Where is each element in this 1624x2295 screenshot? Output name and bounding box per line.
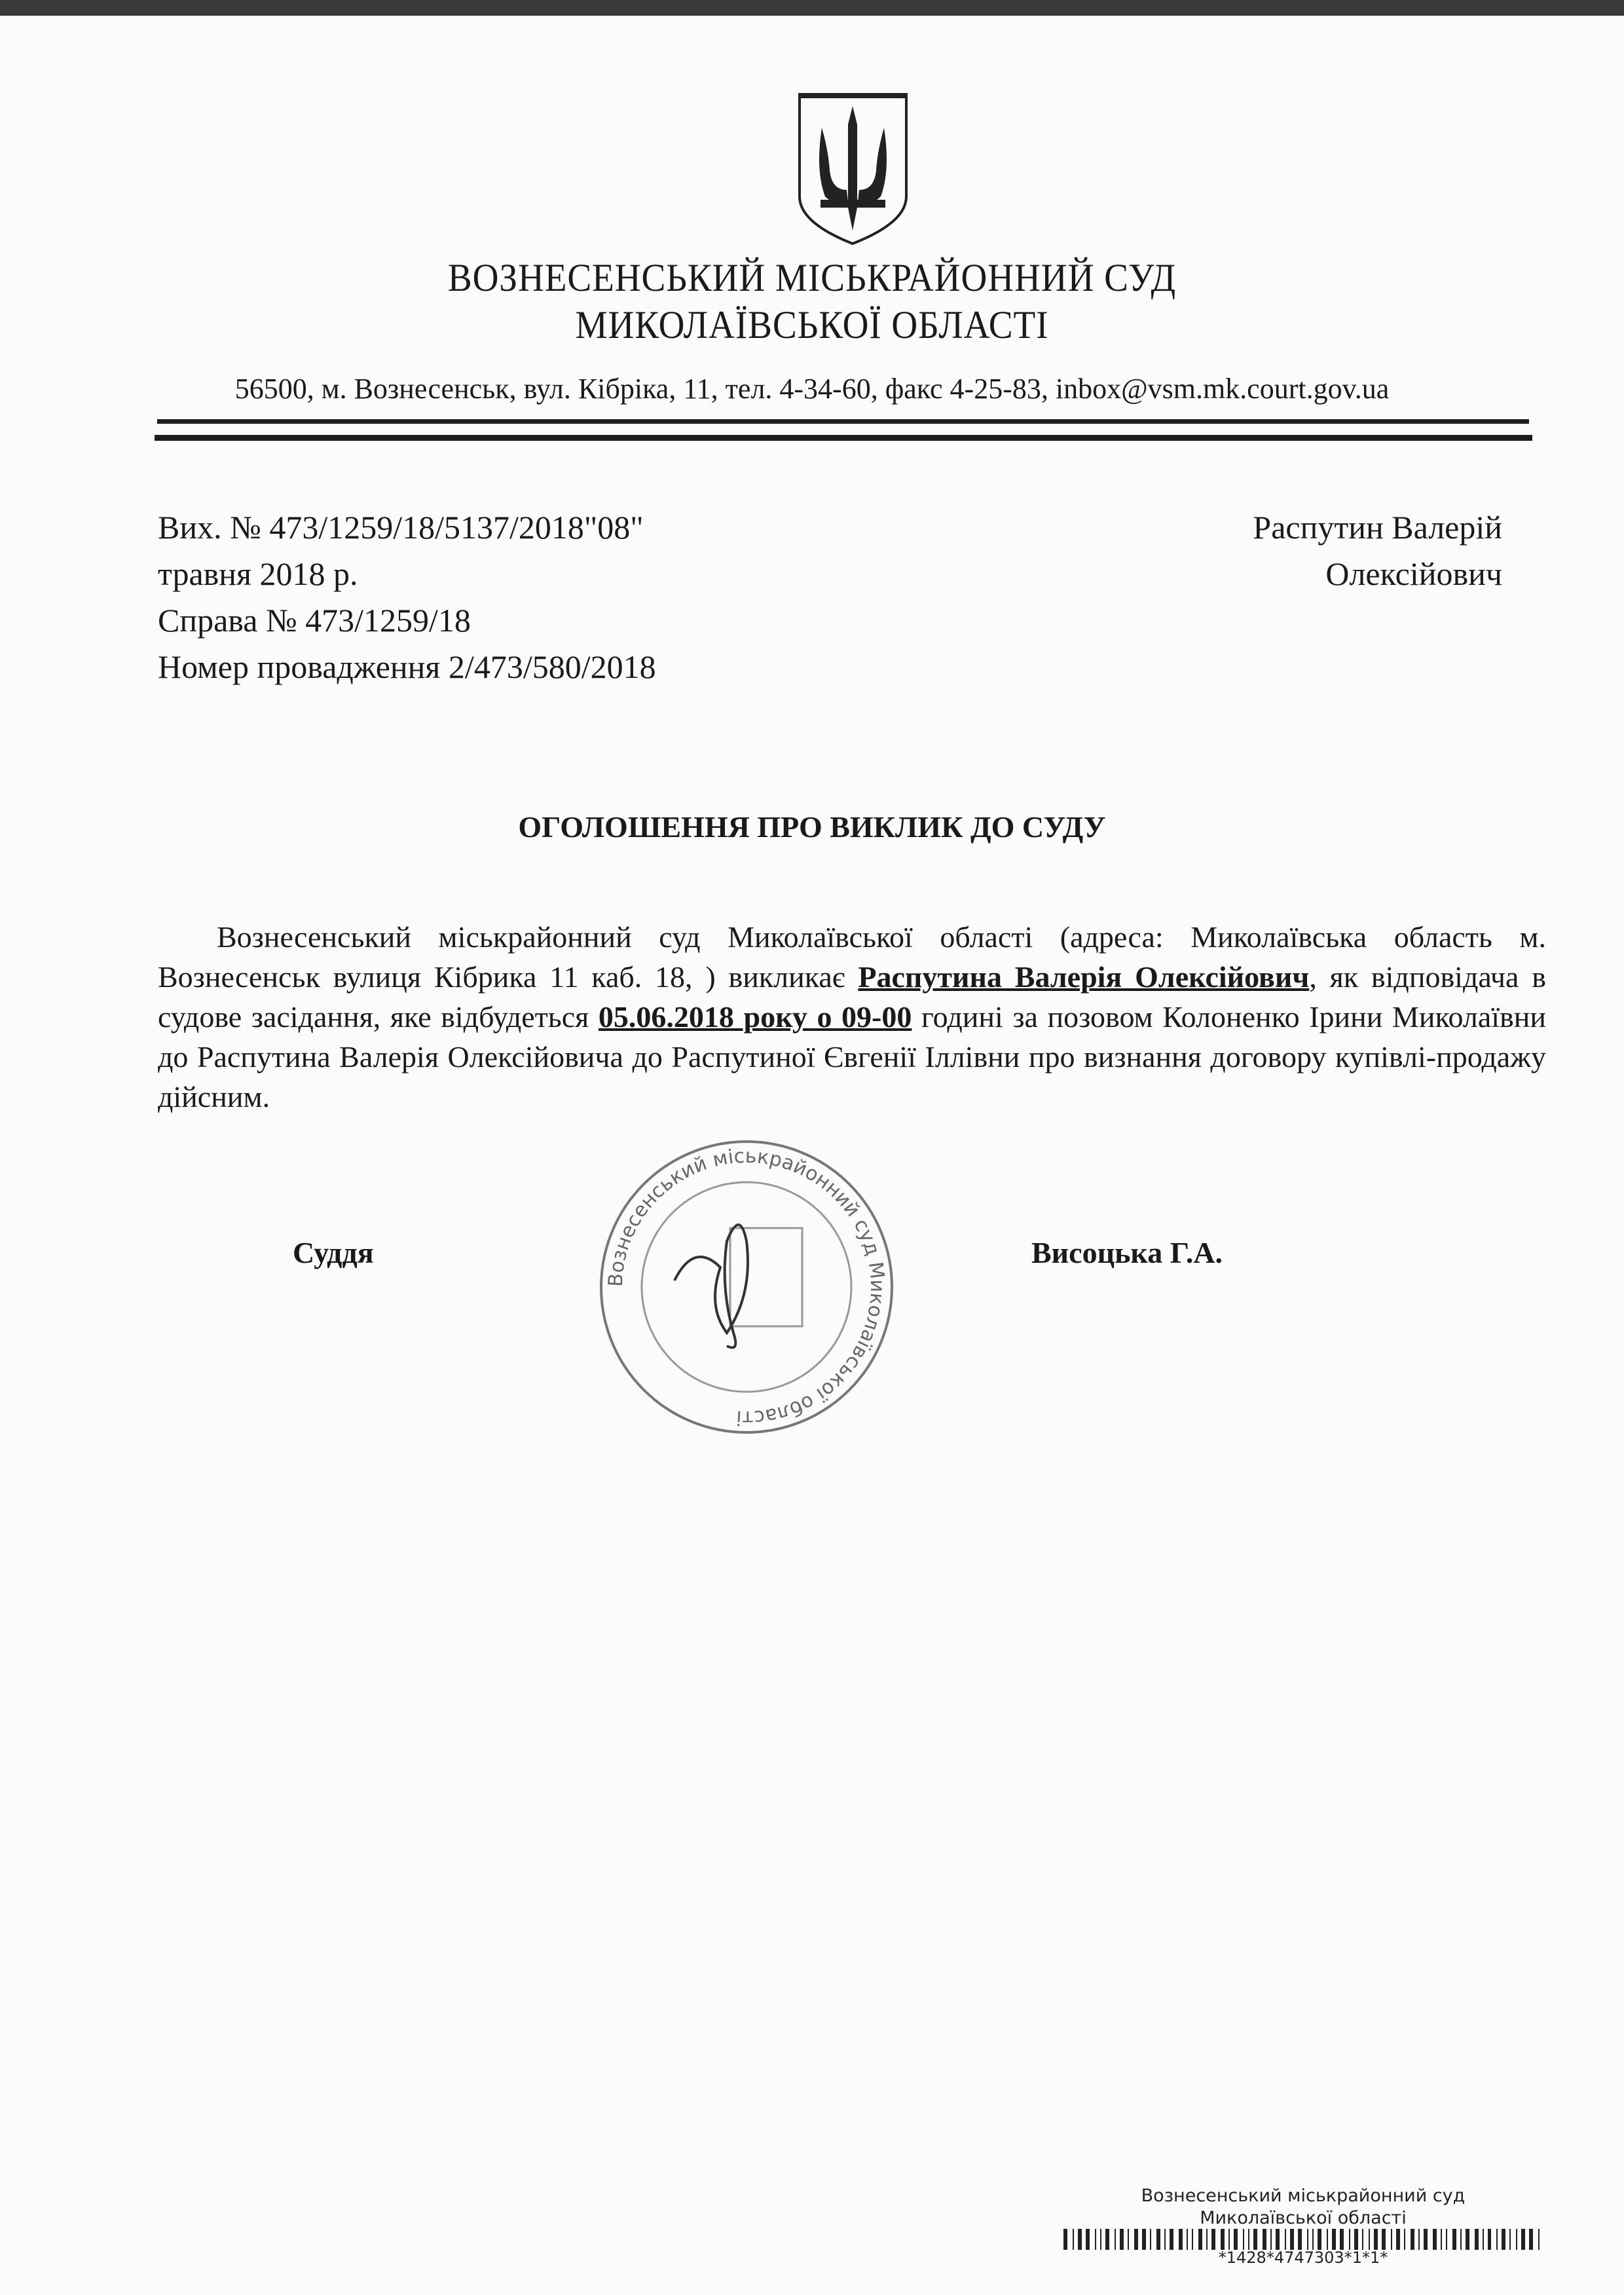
barcode-bar <box>1179 2229 1183 2250</box>
barcode-bar <box>1441 2229 1442 2250</box>
barcode-bar <box>1446 2229 1447 2250</box>
barcode-bar <box>1318 2229 1321 2250</box>
court-address: 56500, м. Вознесенськ, вул. Кібріка, 11, тел. 4-34-60, факс 4-25-83, inbox@vsm.mk.court.gov.ua <box>234 373 1390 405</box>
barcode <box>1063 2229 1543 2250</box>
barcode-bar <box>1263 2229 1266 2250</box>
barcode-bar <box>1170 2229 1173 2250</box>
signature-name: Висоцька Г.А. <box>1031 1236 1223 1269</box>
barcode-bar <box>1340 2229 1344 2250</box>
recipient-line1: Распутин Валерій <box>1253 509 1502 546</box>
barcode-bar <box>1327 2229 1328 2250</box>
barcode-bar <box>1192 2229 1193 2250</box>
court-name-line2: МИКОЛАЇВСЬКОЇ ОБЛАСТІ <box>575 303 1049 346</box>
barcode-bar <box>1120 2229 1124 2250</box>
barcode-bar <box>1156 2229 1160 2250</box>
document-title: ОГОЛОШЕННЯ ПРО ВИКЛИК ДО СУДУ <box>518 810 1106 844</box>
barcode-bar <box>1221 2229 1225 2250</box>
barcode-bar <box>1521 2229 1525 2250</box>
barcode-bar <box>1538 2229 1540 2250</box>
barcode-bar <box>1234 2229 1238 2250</box>
barcode-bar <box>1460 2229 1462 2250</box>
footer-line2: Миколаївської області <box>1200 2208 1407 2228</box>
barcode-bar <box>1374 2229 1378 2250</box>
barcode-bar <box>1312 2229 1314 2250</box>
barcode-bar <box>1100 2229 1101 2250</box>
outgoing-number: Вих. № 473/1259/18/5137/2018"08" <box>158 509 644 546</box>
hearing-datetime: 05.06.2018 року о 09-00 <box>598 1000 912 1034</box>
barcode-bar <box>1150 2229 1151 2250</box>
court-seal-stamp <box>596 1136 897 1438</box>
barcode-bar <box>1128 2229 1129 2250</box>
ukraine-trident-emblem-icon <box>796 92 910 246</box>
barcode-bar <box>1164 2229 1166 2250</box>
barcode-bar <box>1243 2229 1244 2250</box>
barcode-bar <box>1529 2229 1533 2250</box>
barcode-bar <box>1488 2229 1492 2250</box>
barcode-bar <box>1198 2229 1202 2250</box>
barcode-bar <box>1349 2229 1350 2250</box>
barcode-bar <box>1466 2229 1469 2250</box>
barcode-bar <box>1187 2229 1188 2250</box>
barcode-bar <box>1248 2229 1249 2250</box>
barcode-bar <box>1391 2229 1392 2250</box>
recipient-line2: Олексійович <box>1325 555 1502 592</box>
barcode-bar <box>1298 2229 1302 2250</box>
case-number: Справа № 473/1259/18 <box>158 602 471 639</box>
barcode-bar <box>1382 2229 1386 2250</box>
footer-line1: Вознесенський міськрайонний суд <box>1141 2186 1466 2206</box>
barcode-bar <box>1290 2229 1294 2250</box>
barcode-bar <box>1362 2229 1363 2250</box>
summons-text <box>158 917 1546 1117</box>
proceeding-number: Номер провадження 2/473/580/2018 <box>158 648 656 685</box>
barcode-bar <box>1516 2229 1517 2250</box>
barcode-bar <box>1063 2229 1067 2250</box>
barcode-bar <box>1115 2229 1116 2250</box>
barcode-bar <box>1369 2229 1370 2250</box>
barcode-bar <box>1270 2229 1272 2250</box>
barcode-bar <box>1228 2229 1230 2250</box>
barcode-bar <box>1086 2229 1090 2250</box>
outgoing-info <box>158 504 656 690</box>
barcode-bar <box>1206 2229 1208 2250</box>
barcode-bar <box>1276 2229 1280 2250</box>
barcode-bar <box>1142 2229 1146 2250</box>
header-rule-thin <box>157 419 1529 424</box>
barcode-bar <box>1078 2229 1082 2250</box>
barcode-bar <box>1483 2229 1484 2250</box>
barcode-bar <box>1307 2229 1308 2250</box>
barcode-bar <box>1452 2229 1456 2250</box>
barcode-bar <box>1433 2229 1437 2250</box>
barcode-bar <box>1411 2229 1414 2250</box>
barcode-bar <box>1134 2229 1138 2250</box>
signature-role: Суддя <box>293 1236 374 1269</box>
barcode-number: *1428*4747303*1*1* <box>1218 2248 1388 2267</box>
court-name-line1: ВОЗНЕСЕНСЬКИЙ МІСЬКРАЙОННИЙ СУД <box>447 256 1177 299</box>
barcode-bar <box>1404 2229 1405 2250</box>
barcode-bar <box>1073 2229 1074 2250</box>
svg-text:Вознесенський міськрайонний су: Вознесенський міськрайонний суд Миколаївської області <box>604 1144 889 1430</box>
recipient <box>1253 504 1502 597</box>
summons-part2: , як відповідача в судове засідання, яке відбудеться <box>158 960 1546 1034</box>
summons-part3: годині за позовом Колоненко Ірини Миколаївни до Распутина Валерія Олексійовича до Распутиної Євгенії Іллівни про визнання договору купівлі-продажу дійсним. <box>158 1000 1546 1113</box>
outgoing-date: травня 2018 р. <box>158 555 358 592</box>
header-rule-thick <box>155 435 1532 441</box>
barcode-bar <box>1105 2229 1109 2250</box>
barcode-bar <box>1502 2229 1505 2250</box>
barcode-bar <box>1285 2229 1286 2250</box>
footer-court-label <box>1061 2185 1545 2230</box>
barcode-bar <box>1095 2229 1096 2250</box>
barcode-bar <box>1509 2229 1511 2250</box>
barcode-bar <box>1424 2229 1428 2250</box>
summons-part1: Вознесенський міськрайонний суд Миколаївської області (адреса: Миколаївська область м. Вознесенськ вулиця Кібрика 11 каб. 18, ) викликає <box>158 920 1546 994</box>
scan-edge-band <box>0 0 1624 16</box>
barcode-bar <box>1418 2229 1420 2250</box>
barcode-bar <box>1354 2229 1358 2250</box>
barcode-bar <box>1253 2229 1257 2250</box>
barcode-bar <box>1396 2229 1400 2250</box>
barcode-bar <box>1332 2229 1336 2250</box>
barcode-bar <box>1475 2229 1479 2250</box>
barcode-bar <box>1211 2229 1215 2250</box>
barcode-bar <box>1496 2229 1498 2250</box>
defendant-name: Распутина Валерія Олексійович <box>858 960 1310 994</box>
